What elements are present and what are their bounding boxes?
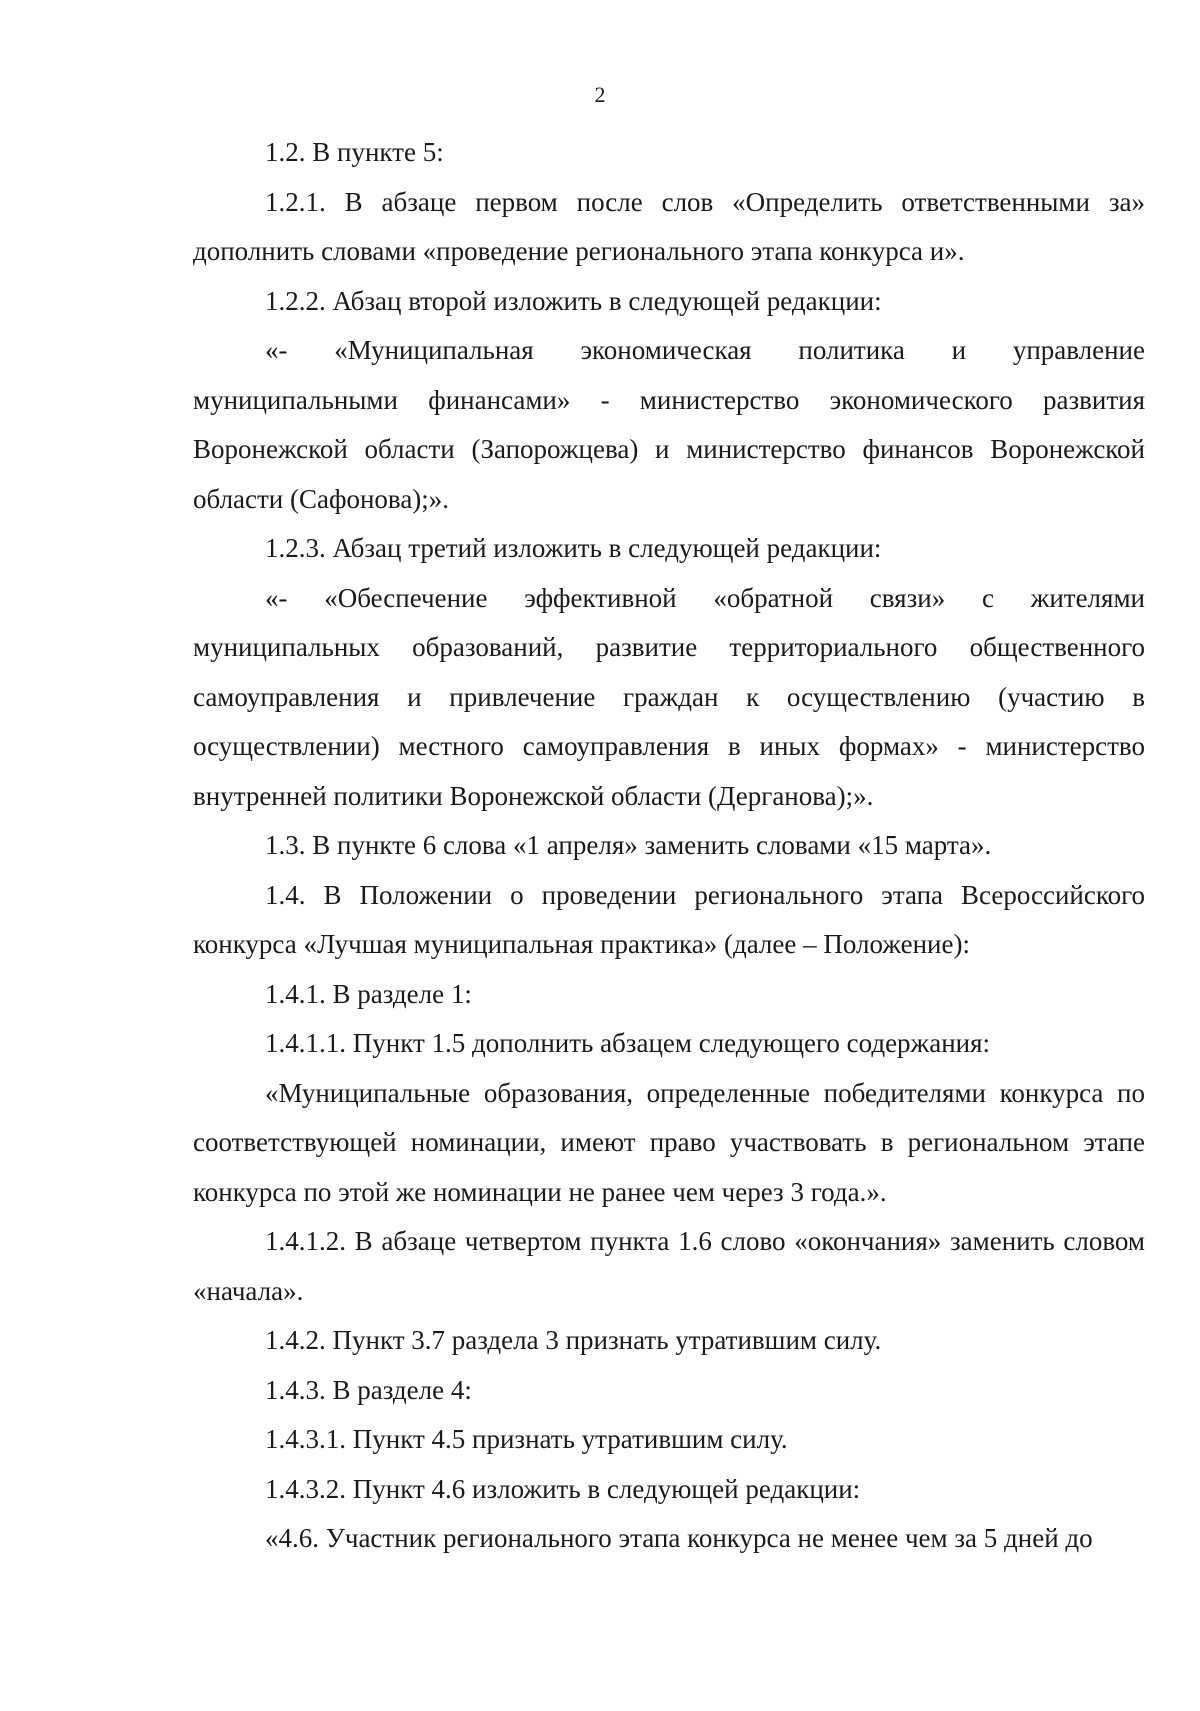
page-number: 2 <box>594 82 606 107</box>
paragraph-1-4-1-2: 1.4.1.2. В абзаце четвертом пункта 1.6 слово «окончания» заменить словом «начала». <box>193 1226 1145 1306</box>
paragraph-1-4-3-2: 1.4.3.2. Пункт 4.6 изложить в следующей редакции: <box>265 1473 861 1504</box>
paragraph-quote-feedback: «- «Обеспечение эффективной «обратной связи» с жителями муниципальных образований, развитие территориального общественного самоуправления и привлечение граждан к осуществлению (участию в осуществлении) местного самоуправления в иных формах» - министерство внутренней политики Воронежской области (Дерганова);». <box>193 582 1145 811</box>
paragraph-1-4-1-1: 1.4.1.1. Пункт 1.5 дополнить абзацем следующего содержания: <box>265 1028 991 1058</box>
document-body <box>193 128 1145 1564</box>
paragraph-1-2-1: 1.2.1. В абзаце первом после слов «Определить ответственными за» дополнить словами «проведение регионального этапа конкурса и». <box>193 186 1145 266</box>
paragraph-1-4-3: 1.4.3. В разделе 4: <box>265 1374 472 1405</box>
paragraph-1-4-1: 1.4.1. В разделе 1: <box>265 978 472 1009</box>
paragraph-1-3: 1.3. В пункте 6 слова «1 апреля» заменить словами «15 марта». <box>265 830 992 860</box>
paragraph-1-4: 1.4. В Положении о проведении регионального этапа Всероссийского конкурса «Лучшая муниципальная практика» (далее – Положение): <box>193 879 1145 959</box>
paragraph-1-2: 1.2. В пункте 5: <box>265 137 444 167</box>
paragraph-quote-winners: «Муниципальные образования, определенные победителями конкурса по соответствующей номинации, имеют право участвовать в региональном этапе конкурса по этой же номинации не ранее чем через 3 года.». <box>193 1077 1145 1207</box>
paragraph-1-2-2: 1.2.2. Абзац второй изложить в следующей редакции: <box>265 285 882 316</box>
paragraph-1-4-2: 1.4.2. Пункт 3.7 раздела 3 признать утратившим силу. <box>265 1325 882 1355</box>
paragraph-1-4-3-1: 1.4.3.1. Пункт 4.5 признать утратившим силу. <box>265 1424 788 1454</box>
paragraph-1-2-3: 1.2.3. Абзац третий изложить в следующей редакции: <box>265 533 882 563</box>
paragraph-quote-4-6: «4.6. Участник регионального этапа конкурса не менее чем за 5 дней до <box>265 1523 1093 1553</box>
paragraph-quote-economic-policy: «- «Муниципальная экономическая политика и управление муниципальными финансами» - министерство экономического развития Воронежской области (Запорожцева) и министерство финансов Воронежской области (Сафонова);». <box>193 335 1145 514</box>
